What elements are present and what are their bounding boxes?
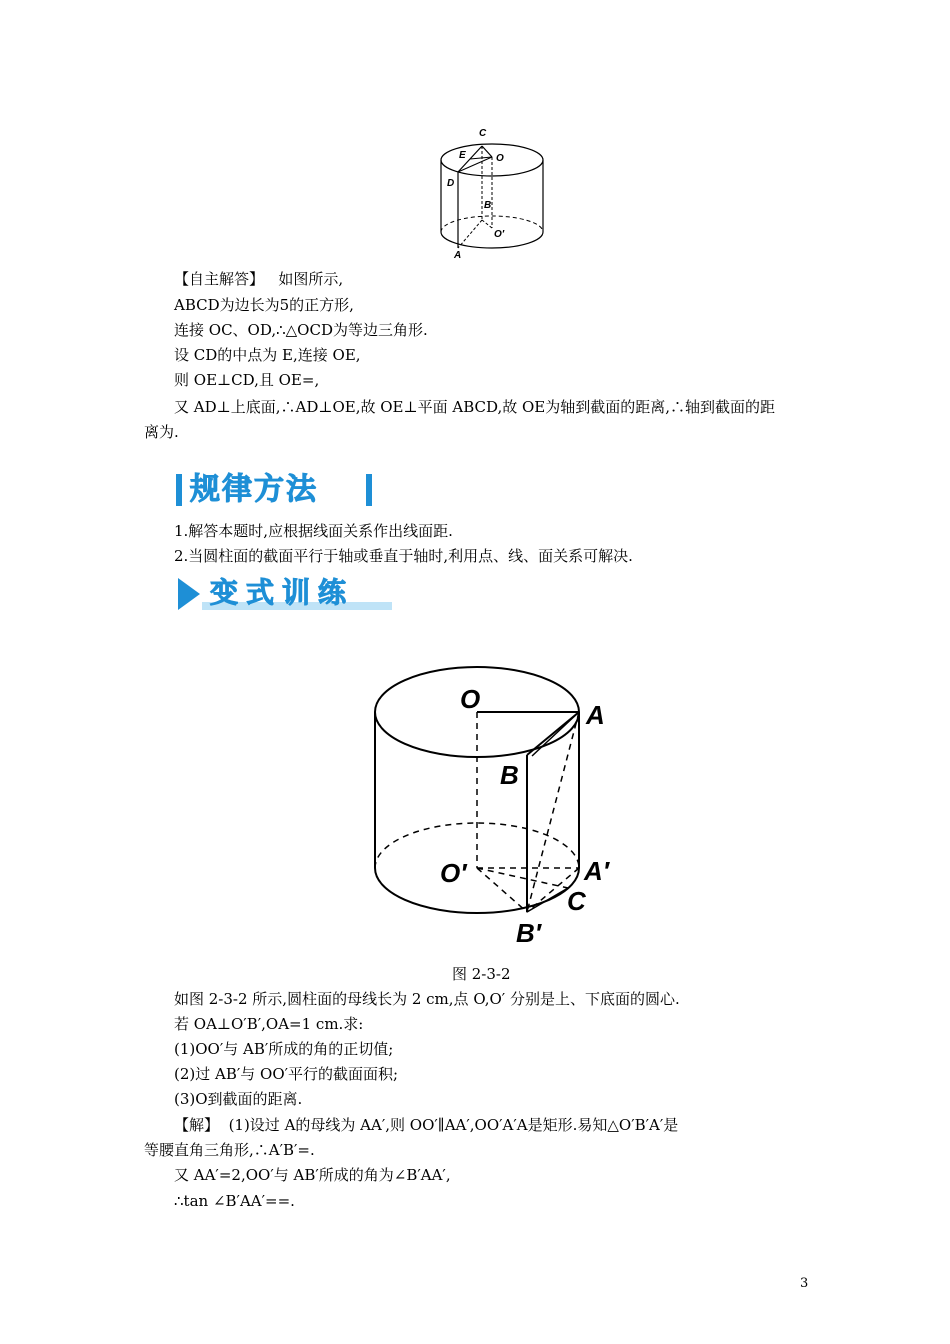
answer-row-1 [174,1114,678,1136]
problem-line-1: 如图 2-3-2 所示,圆柱面的母线长为 2 cm,点 O,O′ 分别是上、下底面的圆心. [174,990,680,1008]
fig1-label-c: C [479,128,487,139]
method-item-1: 1.解答本题时,应根据线面关系作出线面距. [174,522,453,540]
problem-q1: (1)OO′与 AB′所成的角的正切值; [174,1040,394,1058]
page-number: 3 [800,1276,809,1291]
answer-line-3: 又 AA′=2,OO′与 AB′所成的角为∠B′AA′, [174,1166,451,1184]
exercise-title: 变式训练 [210,576,355,609]
method-banner [176,470,376,510]
fig2-label-b-prime: B′ [516,918,542,948]
solution-line-5: 则 OE⊥CD,且 OE=, [174,371,320,389]
answer-line-4: ∴tan ∠B′AA′==. [174,1192,295,1210]
solution-heading-row [174,268,343,290]
fig1-label-d: D [447,178,455,189]
fig1-label-b: B [484,200,492,211]
answer-line-2: 等腰直角三角形,∴A′B′=. [144,1141,315,1159]
solution-line-6: 又 AD⊥上底面,∴AD⊥OE,故 OE⊥平面 ABCD,故 OE为轴到截面的距离,∴轴到截面的距 [174,398,776,416]
fig1-label-e: E [459,150,466,161]
problem-q3: (3)O到截面的距离. [174,1090,303,1108]
solution-line-7: 离为. [144,423,179,441]
figure-cylinder-large [370,660,620,950]
fig1-label-o-prime: O′ [494,229,505,240]
method-title: 规律方法 [190,472,318,507]
problem-line-2: 若 OA⊥O′B′,OA=1 cm.求: [174,1015,364,1033]
fig2-label-o: O [460,684,481,714]
fig1-label-o: O [496,153,504,164]
figure-cylinder-small [440,124,550,260]
fig2-label-c: C [567,886,586,916]
fig2-label-a: A [586,700,605,730]
problem-q2: (2)过 AB′与 OO′平行的截面面积; [174,1065,399,1083]
figure-caption: 图 2-3-2 [452,965,511,983]
fig1-label-a: A [454,250,462,260]
solution-heading: 【自主解答】 [174,270,265,288]
solution-line-1: 如图所示, [278,270,344,288]
fig2-label-a-prime: A′ [584,856,610,886]
solution-line-2: ABCD为边长为5的正方形, [174,296,354,314]
solution-line-4: 设 CD的中点为 E,连接 OE, [174,346,361,364]
answer-line-1: (1)设过 A的母线为 AA′,则 OO′∥AA′,OO′A′A是矩形.易知△O′B′A′是 [228,1116,679,1134]
fig2-label-b: B [500,760,519,790]
method-item-2: 2.当圆柱面的截面平行于轴或垂直于轴时,利用点、线、面关系可解决. [174,547,633,565]
fig2-label-o-prime: O′ [440,858,467,888]
solution-line-3: 连接 OC、OD,∴△OCD为等边三角形. [174,321,428,339]
answer-label: 【解】 [174,1116,220,1134]
exercise-banner [176,574,396,614]
